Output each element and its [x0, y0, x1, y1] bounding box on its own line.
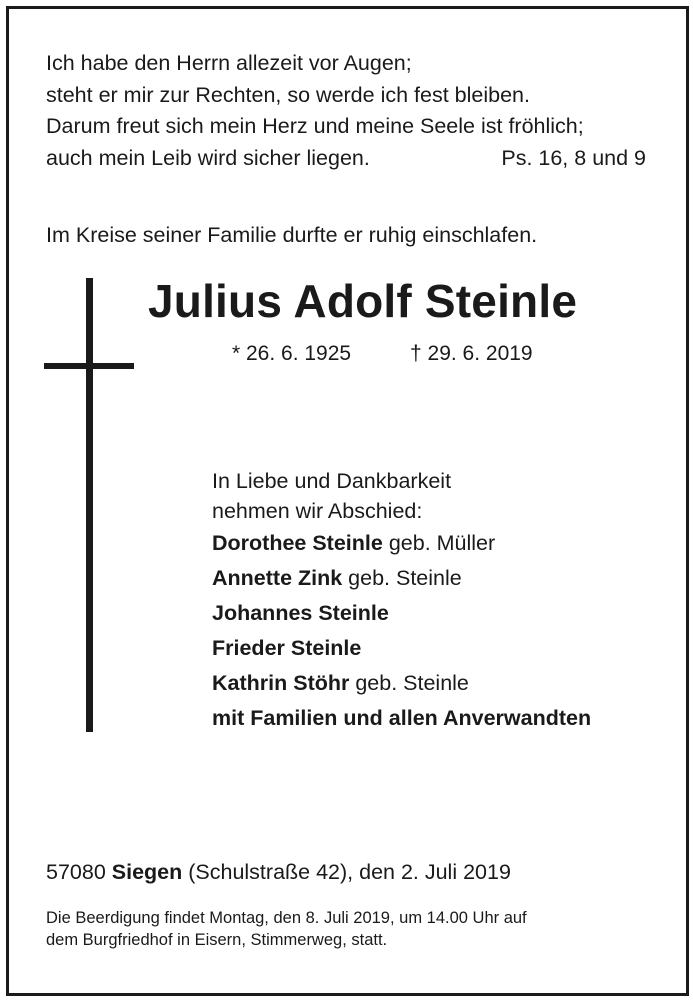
- place-and-date: [46, 860, 511, 885]
- verse-line-last: [46, 143, 646, 175]
- mourner-name: Kathrin Stöhr: [212, 671, 350, 695]
- verse-line: auch mein Leib wird sicher liegen.: [46, 145, 370, 170]
- birth-date: * 26. 6. 1925: [232, 342, 352, 365]
- mourner-entry: [212, 596, 591, 631]
- mourner-suffix: geb. Müller: [382, 531, 496, 555]
- deceased-name: Julius Adolf Steinle: [148, 275, 578, 327]
- verse-line: Ich habe den Herrn allezeit vor Augen;: [46, 51, 412, 75]
- cross-icon-vertical: [86, 278, 93, 732]
- funeral-line: Die Beerdigung findet Montag, den 8. Juli 2019, um 14.00 Uhr auf: [46, 909, 527, 927]
- mourner-entry: [212, 701, 591, 736]
- city: Siegen: [111, 860, 183, 884]
- postcode: 57080: [46, 860, 112, 884]
- verse-line: steht er mir zur Rechten, so werde ich fest bleiben.: [46, 82, 530, 107]
- intro-text: Im Kreise seiner Familie durfte er ruhig einschlafen.: [46, 223, 538, 247]
- mourner-name: mit Familien und allen Anverwandten: [212, 706, 592, 730]
- mourners-block: [212, 466, 591, 736]
- mourner-suffix: geb. Steinle: [342, 566, 462, 590]
- mourners-heading: In Liebe und Dankbarkeit: [212, 469, 452, 493]
- mourner-entry: [212, 561, 591, 596]
- mourner-name: Dorothee Steinle: [212, 531, 383, 555]
- mourner-name: Frieder Steinle: [212, 636, 362, 660]
- death-date: † 29. 6. 2019: [410, 342, 533, 365]
- mourner-entry: [212, 526, 591, 561]
- verse-line: Darum freut sich mein Herz und meine Seele ist fröhlich;: [46, 114, 584, 138]
- mourner-suffix: geb. Steinle: [349, 671, 469, 695]
- cross-icon-horizontal: [44, 363, 134, 369]
- funeral-line: dem Burgfriedhof in Eisern, Stimmerweg, statt.: [46, 931, 388, 949]
- mourners-heading: nehmen wir Abschied:: [212, 499, 423, 523]
- verse-reference: Ps. 16, 8 und 9: [501, 145, 646, 170]
- address-date: (Schulstraße 42), den 2. Juli 2019: [182, 860, 511, 884]
- bible-verse: [46, 48, 646, 174]
- mourner-entry: [212, 666, 591, 701]
- mourner-name: Annette Zink: [212, 566, 343, 590]
- mourner-name: Johannes Steinle: [212, 601, 389, 625]
- mourner-entry: [212, 631, 591, 666]
- funeral-notice: [46, 907, 527, 951]
